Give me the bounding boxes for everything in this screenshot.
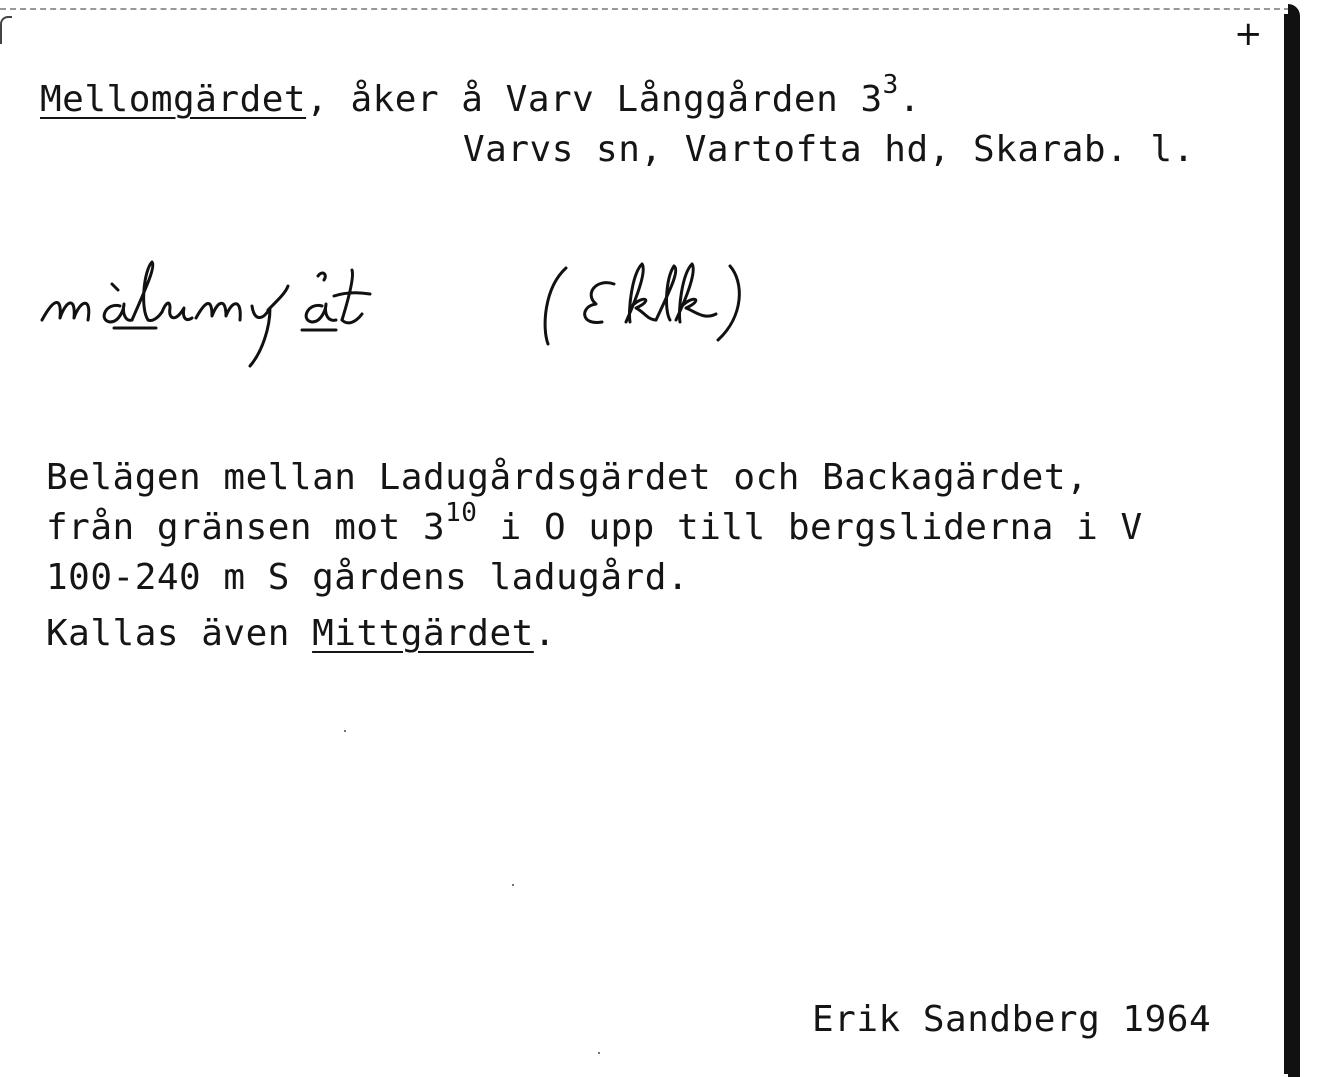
- scan-speck: [598, 1052, 600, 1054]
- body-line-2-superscript: 10: [445, 498, 478, 528]
- body-line-4: [46, 612, 556, 656]
- body-line-2-end: i O upp till bergsliderna i V: [477, 507, 1143, 548]
- handwritten-pronunciation: [36, 248, 756, 378]
- body-line-1: Belägen mellan Ladugårdsgärdet och Backagärdet,: [46, 457, 1089, 498]
- body-line-2-start: från gränsen mot 3: [46, 507, 446, 548]
- heading-superscript: 3: [882, 70, 899, 100]
- card-top-edge: [0, 8, 1290, 10]
- card-heading: [40, 70, 921, 122]
- body-line-3: 100-240 m S gårdens ladugård.: [46, 557, 690, 598]
- heading-end: .: [898, 79, 921, 120]
- scan-speck: [512, 884, 514, 886]
- signature: Erik Sandberg 1964: [812, 999, 1212, 1040]
- scan-speck: [344, 730, 346, 732]
- place-name: Mellomgärdet: [40, 79, 307, 120]
- card-right-edge: [1288, 4, 1300, 1077]
- corner-plus-mark: +: [1234, 14, 1263, 54]
- body-line-4-start: Kallas även: [46, 613, 313, 654]
- card-corner: [0, 16, 12, 44]
- alternate-name: Mittgärdet: [312, 613, 534, 654]
- location-line: Varvs sn, Vartofta hd, Skarab. l.: [463, 129, 1195, 170]
- heading-description: , åker å Varv Långgården 3: [306, 79, 883, 120]
- body-line-2: [46, 498, 1143, 550]
- body-line-4-end: .: [533, 613, 557, 654]
